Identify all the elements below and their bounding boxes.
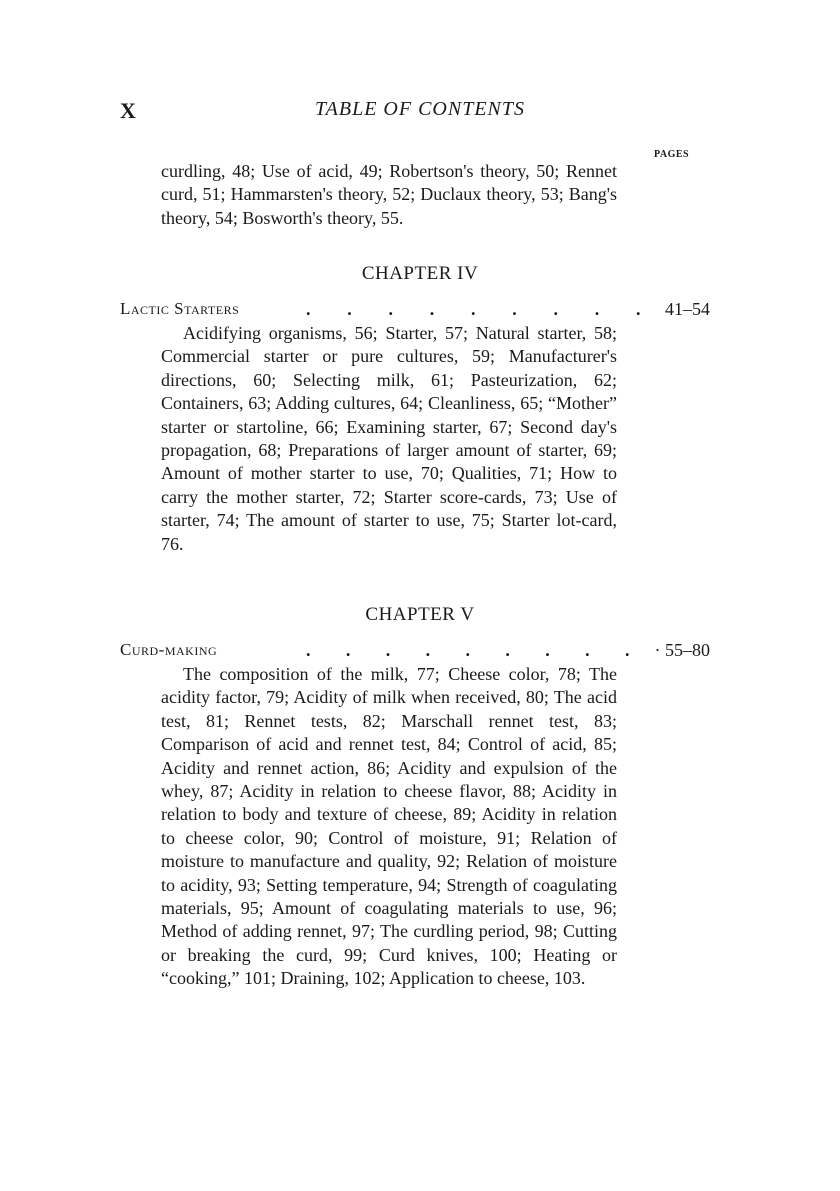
chapter-heading: CHAPTER IV xyxy=(361,263,479,284)
chapter-contents: The composition of the milk, 77; Cheese color, 78; The acidity factor, 79; Acidity of milk when received, 80; The acid test, 81; Rennet tests, 82; Marschall rennet test, 83; Comparison of acid and rennet test, 84; Control of acid, 85; Acidity and rennet action, 86; Acidity and expulsion of the whey, 87; Acidity in relation to cheese flavor, 88; Acidity in relation to body and texture of cheese, 89; Acidity in relation to cheese color, 90; Control of moisture, 91; Relation of moisture to manufacture and quality, 92; Relation of moisture to acidity, 93; Setting temperature, 94; Strength of coagulating materials, 95; Amount of coagulating materials to use, 96; Method of adding rennet, 97; The curdling period, 98; Cutting or breaking the curd, 99; Curd knives, 100; Heating or “cooking,” 101; Draining, 102; Application to cheese, 103. xyxy=(161,664,617,989)
leader-dots: . . . . . . . . . xyxy=(306,299,657,319)
section-title: Lactic Starters xyxy=(120,299,240,318)
leader-dots: . . . . . . . . . xyxy=(306,640,645,660)
running-head: TABLE OF CONTENTS xyxy=(315,98,525,120)
chapter-contents: Acidifying organisms, 56; Starter, 57; Natural starter, 58; Commercial starter or pure cultures, 59; Manufacturer's directions, 60; Selecting milk, 61; Pasteurization, 62; Containers, 63; Adding cultures, 64; Cleanliness, 65; “Mother” starter or startoline, 66; Examining starter, 67; Second day's propagation, 68; Preparations of larger amount of starter, 69; Amount of mother starter to use, 70; Qualities, 71; How to carry the mother starter, 72; Starter score-cards, 73; Use of starter, 74; The amount of starter to use, 75; Starter lot-card, 76. xyxy=(161,323,617,554)
page-number: X xyxy=(120,98,136,123)
section-row xyxy=(120,299,710,323)
section-row xyxy=(120,640,710,664)
section-title: Curd-making xyxy=(120,640,218,659)
continuation-entry: curdling, 48; Use of acid, 49; Robertson's theory, 50; Rennet curd, 51; Hammarsten's theory, 52; Duclaux theory, 53; Bang's theory, 54; Bosworth's theory, 55. xyxy=(161,161,617,228)
pages-column-label: PAGES xyxy=(654,149,690,160)
page-range: · 55–80 xyxy=(654,640,710,660)
chapter-heading: CHAPTER V xyxy=(365,604,475,625)
page-range: 41–54 xyxy=(665,299,710,319)
